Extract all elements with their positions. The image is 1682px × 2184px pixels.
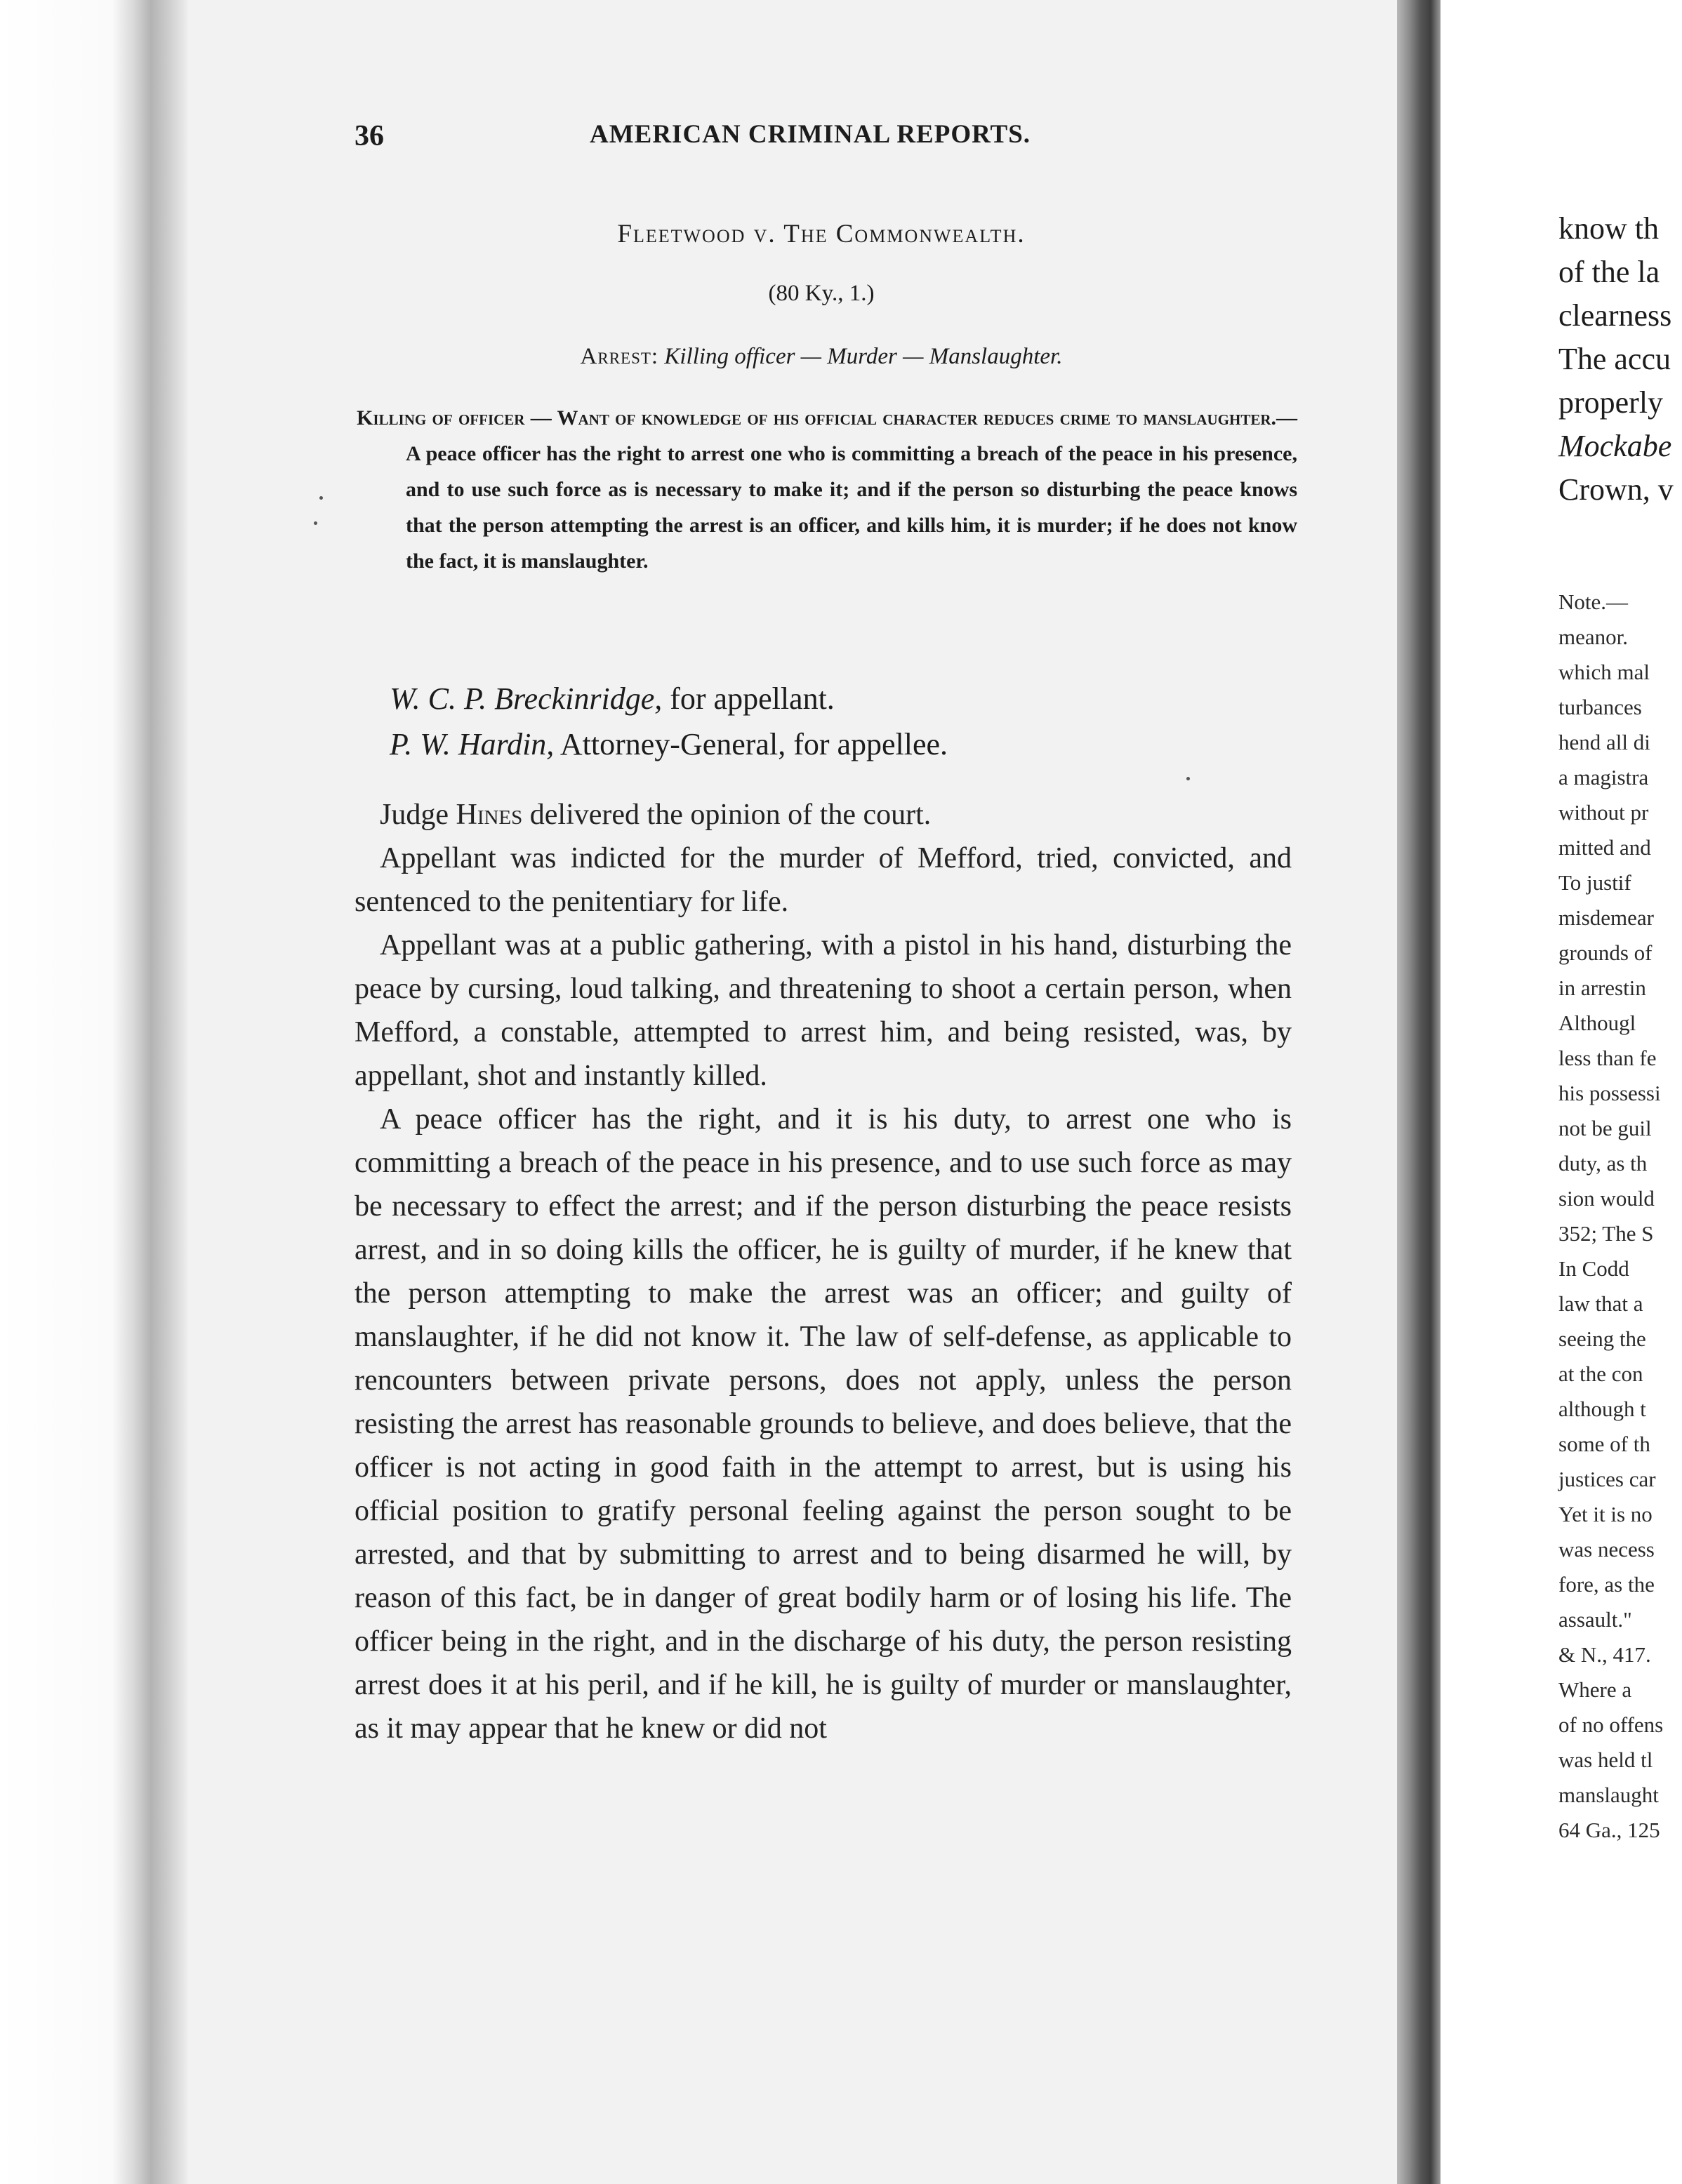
right-note-line: in arrestin	[1558, 976, 1646, 1000]
book-spine-left	[0, 0, 190, 2184]
right-note-line: meanor.	[1558, 625, 1628, 649]
opinion-intro	[355, 793, 1292, 837]
case-topic	[351, 344, 1292, 370]
right-note-line: seeing the	[1558, 1326, 1646, 1351]
case-citation: (80 Ky., 1.)	[768, 281, 875, 306]
right-note-line: sion would	[1558, 1186, 1655, 1211]
headnote-lead: Killing of officer — Want of knowledge of his official character reduces crime to manslaughter.	[357, 406, 1276, 430]
right-note-line: at the con	[1558, 1361, 1643, 1386]
opinion-paragraph: Appellant was indicted for the murder of Mefford, tried, convicted, and sentenced to the penitentiary for life.	[355, 842, 1292, 918]
topic-text: Killing officer — Murder — Manslaughter.	[664, 344, 1063, 369]
opinion-paragraph: Appellant was at a public gathering, with a pistol in his hand, disturbing the peace by cursing, loud talking, and threatening to shoot a certain person, when Mefford, a constable, attempted to arrest him, and being resisted, was, by appellant, shot and instantly killed.	[355, 929, 1292, 1092]
counsel-appellant	[390, 681, 1302, 717]
page-number: 36	[355, 120, 384, 152]
right-note-line: 352; The S	[1558, 1221, 1654, 1246]
right-main-line: properly	[1558, 385, 1664, 420]
right-note-line: a magistra	[1558, 765, 1649, 790]
counsel-role: for appellant.	[670, 681, 835, 716]
right-note-line: Where a	[1558, 1677, 1632, 1702]
counsel-appellee	[390, 726, 1302, 762]
right-note-line: without pr	[1558, 800, 1649, 825]
right-note-line: less than fe	[1558, 1046, 1657, 1070]
right-note-line: although t	[1558, 1397, 1646, 1421]
right-note-line: grounds of	[1558, 940, 1653, 965]
right-note-line: justices car	[1558, 1467, 1656, 1491]
right-main-line: Mockabe	[1558, 429, 1672, 463]
right-note-line: 64 Ga., 125	[1558, 1818, 1660, 1842]
judge-prefix: Judge	[380, 799, 449, 831]
print-speck	[319, 496, 323, 500]
right-note-line: Althougl	[1558, 1011, 1636, 1035]
right-note-line: his possessi	[1558, 1081, 1661, 1105]
right-main-line: Crown, v	[1558, 472, 1674, 507]
right-note-line: misdemear	[1558, 905, 1655, 930]
right-note-line: duty, as th	[1558, 1151, 1648, 1176]
right-note-line: law that a	[1558, 1291, 1643, 1316]
opinion-paragraph: A peace officer has the right, and it is his duty, to arrest one who is committing a breach of the peace in his presence, and to use such force as may be necessary to effect the arrest; and if the person disturbing the peace resists arrest, and in so doing kills the officer, he is guilty of murder, if he knew that the person attempting to make the arrest was an officer; and guilty of manslaughter, if he did not know it. The law of self-defense, as applicable to rencounters between private persons, does not apply, unless the person resisting the arrest has reasonable grounds to believe, and does believe, that the officer is not acting in good faith in the attempt to arrest, but is using his official position to gratify personal feeling against the person sought to be arrested, and that by submitting to arrest and to being disarmed he will, by reason of this fact, be in danger of great bodily harm or of losing his life. The officer being in the right, and in the discharge of his duty, the person resisting arrest does it at his peril, and if he kill, he is guilty of murder or manslaughter, as it may appear that he knew or did not	[355, 1103, 1292, 1745]
topic-label: Arrest:	[580, 344, 659, 369]
right-note-line: Note.—	[1558, 590, 1629, 614]
right-note-line: To justif	[1558, 870, 1631, 895]
right-note-line: manslaught	[1558, 1783, 1659, 1807]
right-main-line: clearness	[1558, 298, 1672, 333]
right-note-line: which mal	[1558, 660, 1650, 684]
right-note-line: fore, as the	[1558, 1572, 1655, 1597]
counsel-name: P. W. Hardin,	[390, 727, 555, 761]
right-main-line: know th	[1558, 211, 1659, 246]
right-note-line: was held tl	[1558, 1747, 1653, 1772]
case-title: Fleetwood v. The Commonwealth.	[617, 220, 1026, 248]
right-main-line: The accu	[1558, 342, 1671, 376]
print-speck	[1186, 777, 1190, 780]
right-note-line: some of th	[1558, 1432, 1650, 1456]
print-speck	[314, 521, 317, 525]
running-title: AMERICAN CRIMINAL REPORTS.	[590, 120, 1031, 149]
opinion-body	[355, 793, 1292, 1750]
right-note-line: not be guil	[1558, 1116, 1652, 1140]
right-note-line: was necess	[1558, 1537, 1655, 1562]
right-note-line: Yet it is no	[1558, 1502, 1653, 1526]
counsel-name: W. C. P. Breckinridge,	[390, 681, 663, 716]
right-main-line: of the la	[1558, 255, 1660, 289]
counsel-role: Attorney-General, for appellee.	[559, 727, 948, 761]
judge-suffix: delivered the opinion of the court.	[529, 799, 932, 831]
right-note-line: & N., 417.	[1558, 1642, 1651, 1667]
page-header	[355, 119, 1295, 161]
right-note-line: In Codd	[1558, 1256, 1629, 1281]
book-gutter	[1397, 0, 1441, 2184]
judge-name: Hines	[456, 799, 523, 831]
right-note-line: turbances	[1558, 695, 1642, 719]
right-page	[1441, 0, 1682, 2184]
right-note-line: of no offens	[1558, 1712, 1664, 1737]
headnote	[357, 400, 1297, 579]
right-note-line: assault."	[1558, 1607, 1632, 1632]
headnote-text: — A peace officer has the right to arrest one who is committing a breach of the peace in his presence, and to use such force as is necessary to make it; and if the person so disturbing the peace knows that the person attempting the arrest is an officer, and kills him, it is murder; if he does not know the fact, it is manslaughter.	[406, 406, 1297, 573]
right-note-line: hend all di	[1558, 730, 1650, 754]
right-note-line: mitted and	[1558, 835, 1651, 860]
